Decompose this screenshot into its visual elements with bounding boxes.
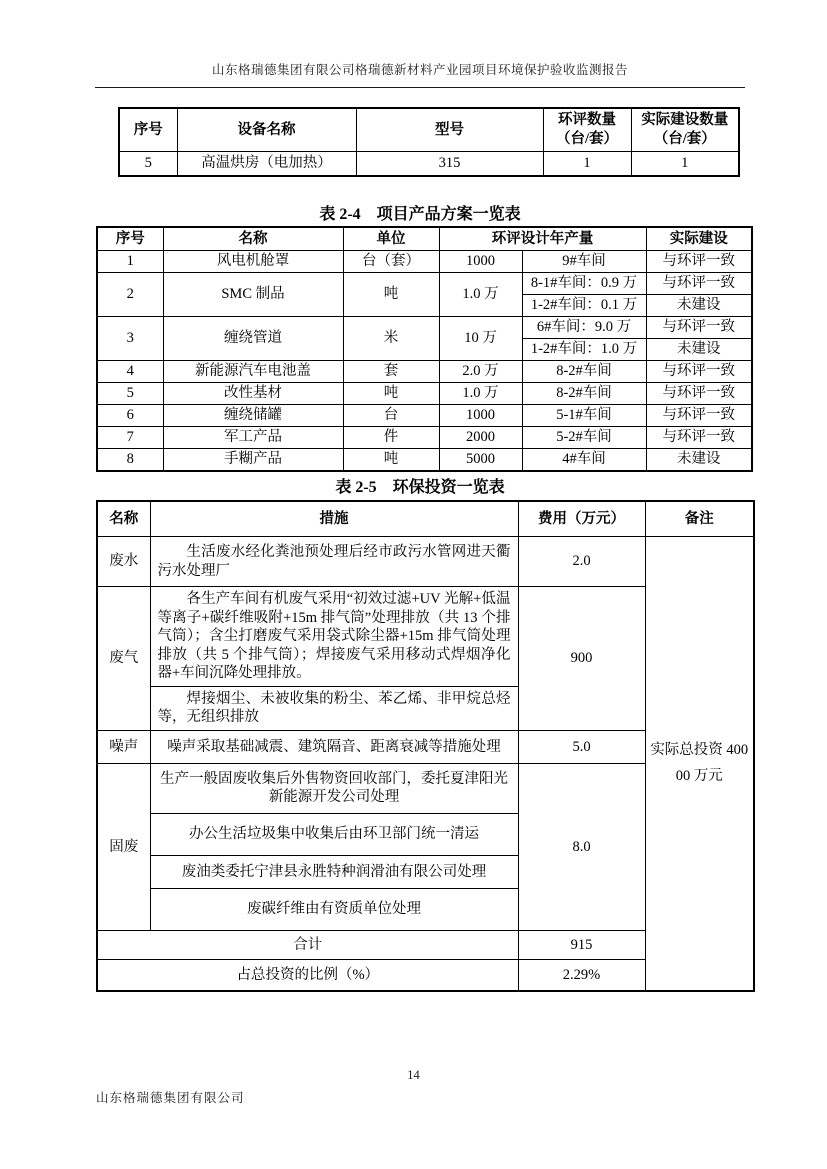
cell-measure: 噪声采取基础减震、建筑隔音、距离衰减等措施处理 (150, 730, 518, 763)
cell-workshop: 4#车间 (522, 449, 646, 472)
cell-model: 315 (356, 152, 543, 177)
cell-product-name: 军工产品 (163, 427, 343, 449)
cell-measure: 各生产车间有机废气采用“初效过滤+UV 光解+低温等离子+碳纤维吸附+15m 排气筒”处理排放（共 13 个排气筒）；含尘打磨废气采用袋式除尘器+15m 排气筒处理排放（共 5 个排气筒）；焊接废气采用移动式焊烟净化器+车间沉降处理排放。 (150, 587, 518, 687)
cell-capacity: 10 万 (439, 317, 522, 361)
column-header-equipment-name: 设备名称 (177, 108, 356, 152)
equipment-table (118, 107, 740, 177)
cell-actual: 与环评一致 (646, 273, 752, 295)
cell-product-name: 新能源汽车电池盖 (163, 361, 343, 383)
cell-cost: 5.0 (518, 730, 645, 763)
cell-actual-qty: 1 (631, 152, 739, 177)
cell-remark: 实际总投资 40000 万元 (645, 537, 754, 991)
cell-measure: 办公生活垃圾集中收集后由环卫部门统一清运 (150, 813, 518, 855)
cell-ratio-value: 2.29% (518, 959, 645, 991)
table-row (97, 427, 752, 449)
column-header-actual: 实际建设 (646, 227, 752, 251)
cell-workshop: 8-2#车间 (522, 383, 646, 405)
cell-actual: 未建设 (646, 339, 752, 361)
table-row (97, 383, 752, 405)
equipment-row (119, 152, 739, 177)
report-title: 山东格瑞德集团有限公司格瑞德新材料产业园项目环境保护验收监测报告 (211, 63, 628, 77)
cell-actual: 与环评一致 (646, 251, 752, 273)
table-row (97, 361, 752, 383)
cell-actual: 未建设 (646, 449, 752, 472)
cell-total-label: 合计 (97, 930, 518, 959)
cell-no: 1 (97, 251, 163, 273)
column-header-eia-qty: 环评数量（台/套） (543, 108, 631, 152)
cell-unit: 台（套） (343, 251, 439, 273)
equipment-header-row (119, 108, 739, 152)
cell-measure: 焊接烟尘、未被收集的粉尘、苯乙烯、非甲烷总烃等，无组织排放 (150, 686, 518, 730)
column-header-remark: 备注 (645, 501, 754, 537)
cell-no: 5 (119, 152, 177, 177)
table-2-5-caption: 表 2-5 环保投资一览表 (335, 479, 505, 496)
cell-product-name: SMC 制品 (163, 273, 343, 317)
column-header-actual-qty: 实际建设数量（台/套） (631, 108, 739, 152)
column-header-no: 序号 (119, 108, 177, 152)
cell-product-name: 缠绕管道 (163, 317, 343, 361)
cell-product-name: 缠绕储罐 (163, 405, 343, 427)
cell-eia-qty: 1 (543, 152, 631, 177)
cell-unit: 吨 (343, 383, 439, 405)
table-row (97, 251, 752, 273)
investment-header-row (97, 501, 754, 537)
footer-company: 山东格瑞德集团有限公司 (96, 1091, 245, 1105)
table-row (97, 405, 752, 427)
cell-unit: 米 (343, 317, 439, 361)
cell-measure: 废油类委托宁津县永胜特种润滑油有限公司处理 (150, 855, 518, 888)
cell-no: 8 (97, 449, 163, 472)
cell-actual: 与环评一致 (646, 317, 752, 339)
cell-capacity: 5000 (439, 449, 522, 472)
cell-workshop: 8-1#车间：0.9 万 (522, 273, 646, 295)
cell-no: 5 (97, 383, 163, 405)
table-row (97, 317, 752, 339)
page-number: 14 (407, 1068, 420, 1082)
cell-measure: 废碳纤维由有资质单位处理 (150, 888, 518, 930)
cell-workshop: 1-2#车间：1.0 万 (522, 339, 646, 361)
cell-product-name: 手糊产品 (163, 449, 343, 472)
cell-category: 噪声 (97, 730, 150, 763)
cell-workshop: 5-2#车间 (522, 427, 646, 449)
cell-capacity: 2.0 万 (439, 361, 522, 383)
cell-workshop: 9#车间 (522, 251, 646, 273)
cell-cost: 2.0 (518, 537, 645, 587)
column-header-category: 名称 (97, 501, 150, 537)
cell-actual: 与环评一致 (646, 383, 752, 405)
cell-actual: 未建设 (646, 295, 752, 317)
column-header-model: 型号 (356, 108, 543, 152)
cell-unit: 件 (343, 427, 439, 449)
cell-measure: 生活废水经化粪池预处理后经市政污水管网进天衢污水处理厂 (150, 537, 518, 587)
cell-unit: 台 (343, 405, 439, 427)
cell-unit: 吨 (343, 449, 439, 472)
cell-equipment-name: 高温烘房（电加热） (177, 152, 356, 177)
cell-workshop: 8-2#车间 (522, 361, 646, 383)
cell-category: 固废 (97, 763, 150, 930)
cell-measure: 生产一般固废收集后外售物资回收部门，委托夏津阳光新能源开发公司处理 (150, 763, 518, 813)
cell-product-name: 风电机舱罩 (163, 251, 343, 273)
column-header-cost: 费用（万元） (518, 501, 645, 537)
cell-capacity: 1000 (439, 405, 522, 427)
investment-table (96, 500, 755, 992)
cell-no: 3 (97, 317, 163, 361)
cell-total-value: 915 (518, 930, 645, 959)
cell-ratio-label: 占总投资的比例（%） (97, 959, 518, 991)
cell-workshop: 5-1#车间 (522, 405, 646, 427)
table-row (97, 449, 752, 472)
cell-no: 2 (97, 273, 163, 317)
cell-actual: 与环评一致 (646, 427, 752, 449)
column-header-eia-capacity: 环评设计年产量 (439, 227, 646, 251)
cell-category: 废水 (97, 537, 150, 587)
cell-capacity: 2000 (439, 427, 522, 449)
cell-category: 废气 (97, 587, 150, 731)
cell-cost: 8.0 (518, 763, 645, 930)
table-2-4-caption: 表 2-4 项目产品方案一览表 (319, 206, 521, 223)
table-row (97, 273, 752, 295)
cell-workshop: 6#车间：9.0 万 (522, 317, 646, 339)
cell-no: 4 (97, 361, 163, 383)
cell-no: 7 (97, 427, 163, 449)
column-header-unit: 单位 (343, 227, 439, 251)
cell-actual: 与环评一致 (646, 361, 752, 383)
column-header-product-name: 名称 (163, 227, 343, 251)
cell-capacity: 1.0 万 (439, 273, 522, 317)
cell-unit: 吨 (343, 273, 439, 317)
cell-no: 6 (97, 405, 163, 427)
cell-capacity: 1.0 万 (439, 383, 522, 405)
cell-capacity: 1000 (439, 251, 522, 273)
cell-workshop: 1-2#车间：0.1 万 (522, 295, 646, 317)
table-row (97, 537, 754, 587)
cell-cost: 900 (518, 587, 645, 731)
product-header-row (97, 227, 752, 251)
product-table (96, 226, 753, 472)
running-header (95, 60, 745, 88)
cell-unit: 套 (343, 361, 439, 383)
column-header-measure: 措施 (150, 501, 518, 537)
column-header-no: 序号 (97, 227, 163, 251)
cell-actual: 与环评一致 (646, 405, 752, 427)
cell-product-name: 改性基材 (163, 383, 343, 405)
